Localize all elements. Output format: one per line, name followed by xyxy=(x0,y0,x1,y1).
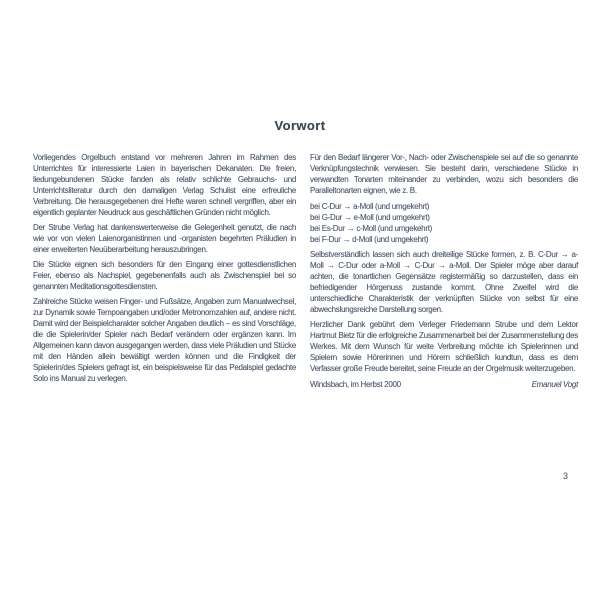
paragraph: Für den Bedarf längerer Vor-, Nach- oder Zwischenspiele sei auf die so genannte Verknüpfungstechnik verwiesen. Sie besteht darin, verschiedene Stücke in verwandten Tonarten miteinander zu verbinden, wozu sich besonders die Paralleltonarten eignen, wie z. B. xyxy=(310,153,578,195)
signoff-row xyxy=(310,379,578,390)
paragraph: Selbstverständlich lassen sich auch dreiteilige Stücke formen, z. B. C-Dur → a-Moll → C-Dur oder a-Moll → C-Dur → a-Moll. Der Spieler möge aber darauf achten, die tonartlichen Gegensätze registermäßig so darzustellen, dass ein befriedigender Hörgenuss zustande kommt. Ohne Zweifel wird die unterschiedliche Charakteristik der verknüpften Stücke von selbst für eine abwechslungsreiche Darstellung sorgen. xyxy=(310,250,578,314)
key-relation-item: bei C-Dur → a-Moll (und umgekehrt) xyxy=(310,202,430,211)
page-title: Vorwort xyxy=(274,118,326,133)
paragraph: Der Strube Verlag hat dankenswerterweise die Gelegenheit genutzt, die nach wie vor von vielen Laienorganistinnen und -organisten begehrten Präludien in einer erweiterten Neuüberarbeitung herauszubringen. xyxy=(33,223,296,254)
paragraph: Zahlreiche Stücke weisen Finger- und Fußsätze, Angaben zum Manualwechsel, zur Dynamik sowie Tempoangaben und/oder Metronomzahlen auf, andere nicht. Damit wird der Beispielcharakter solcher Angaben deutlich – es sind Vorschläge, die die Spielerin/der Spieler nach Bedarf verändern oder ergänzen kann. Im Allgemeinen kann davon ausgegangen werden, dass viele Präludien und Stücke mit den Händen allein bewältigt werden können und die Findigkeit der Spielerin/des Spielers gefragt ist, ein beispielsweise für das Pedalspiel gedachte Solo ins Manual zu verlegen. xyxy=(33,297,296,383)
left-column xyxy=(33,152,296,388)
paragraph: Die Stücke eignen sich besonders für den Eingang einer gottesdienstlichen Feier, ebenso als Nachspiel, gegebenenfalls auch als Zwischenspiel bei so genannten Meditationsgottesdiensten. xyxy=(33,260,296,291)
key-relation-item: bei Es-Dur → c-Moll (und umgekehrt) xyxy=(310,224,432,233)
author-signature: Emanuel Vogt xyxy=(531,380,578,389)
key-relations-list xyxy=(310,200,578,245)
right-column xyxy=(310,152,578,390)
paragraph: Vorliegendes Orgelbuch entstand vor mehreren Jahren im Rahmen des Unterrichtes für interessierte Laien in bayerischen Dekanaten. Die freien, liedungebundenen Stücke fanden als relativ schlichte Gebrauchs- und Unterrichtsliteratur durch den damaligen Verlag Schulist eine erfreuliche Verbreitung. Die herausgegebenen drei Hefte waren schnell vergriffen, aber ein eigentlich geplanter Neudruck aus geschäftlichen Gründen nicht möglich. xyxy=(33,153,296,217)
page-number: 3 xyxy=(562,471,568,481)
key-relation-item: bei F-Dur → d-Moll (und umgekehrt) xyxy=(310,235,429,244)
key-relation-item: bei G-Dur → e-Moll (und umgekehrt) xyxy=(310,213,430,222)
paragraph: Herzlicher Dank gebührt dem Verleger Friedemann Strube und dem Lektor Hartmut Bietz für die erfolgreiche Zusammenarbeit bei der Zusammenstellung des Werkes. Mit dem Wunsch für weite Verbreitung möchte ich Spielerinnen und Spielern sowie Hörerinnen und Hörern schließlich kundtun, dass es dem Verfasser große Freude bereitet, seine Freude an der Orgelmusik weiterzugeben. xyxy=(310,320,578,373)
signoff-place-date: Windsbach, im Herbst 2000 xyxy=(310,380,401,389)
